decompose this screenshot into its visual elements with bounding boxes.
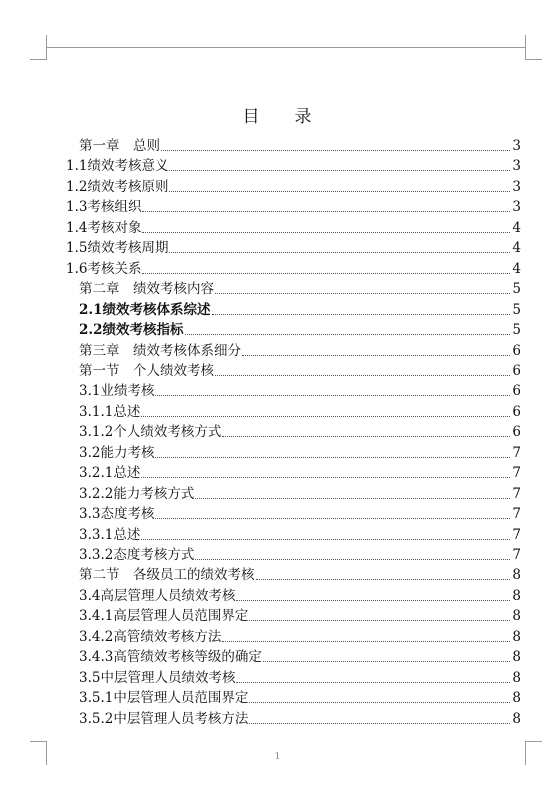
toc-entry-page-number: 3: [512, 178, 521, 195]
toc-entry[interactable]: [79, 402, 521, 422]
toc-entry-label: 3.5中层管理人员绩效考核: [79, 669, 236, 686]
toc-entry[interactable]: [79, 422, 521, 442]
toc-entry-page-number: 7: [512, 547, 521, 563]
toc-entry-page-number: 8: [512, 669, 521, 686]
toc-entry-label: 1.2绩效考核原则: [66, 178, 169, 195]
toc-entry-leader-dots: [155, 395, 510, 396]
toc-entry[interactable]: [79, 361, 521, 381]
toc-entry-leader-dots: [256, 579, 511, 580]
toc-entry[interactable]: [79, 709, 521, 729]
toc-entry-leader-dots: [169, 170, 510, 171]
toc-entry-page-number: 7: [512, 444, 521, 461]
toc-entry-label: 第二节 各级员工的绩效考核: [79, 567, 255, 584]
toc-entry[interactable]: [79, 300, 521, 320]
toc-entry-page-number: 4: [512, 260, 521, 277]
toc-entry-leader-dots: [236, 682, 510, 683]
toc-entry[interactable]: [79, 647, 521, 667]
toc-entry-label: 3.3.2态度考核方式: [79, 547, 195, 563]
toc-title-part1: 目: [242, 107, 261, 127]
crop-mark-top-left-h: [46, 47, 526, 48]
toc-entry-page-number: 8: [512, 628, 521, 645]
toc-entry-leader-dots: [142, 273, 510, 274]
toc-entry[interactable]: [79, 668, 521, 688]
toc-entry-label: 3.4高层管理人员绩效考核: [79, 587, 236, 604]
toc-entry-page-number: 7: [512, 526, 521, 543]
toc-entry[interactable]: [79, 484, 521, 504]
toc-entry[interactable]: [79, 586, 521, 606]
toc-entry-leader-dots: [141, 416, 510, 417]
toc-entry-label: 3.5.1中层管理人员范围界定: [79, 690, 249, 707]
toc-entry-page-number: 8: [512, 649, 521, 666]
toc-entry-page-number: 5: [512, 322, 521, 339]
toc-entry-page-number: 5: [512, 281, 521, 298]
toc-entry-page-number: 8: [512, 690, 521, 707]
toc-entry-label: 3.3.1总述: [79, 526, 141, 543]
toc-entry-label: 3.3态度考核: [79, 506, 155, 523]
toc-entry-label: 3.1.1总述: [79, 403, 141, 420]
crop-mark-top-right-v: [525, 35, 526, 59]
toc-entry-leader-dots: [249, 702, 510, 703]
toc-entry-label: 3.4.2高管绩效考核方法: [79, 628, 222, 645]
toc-title-part2: 录: [294, 107, 313, 127]
toc-entry-label: 3.5.2中层管理人员考核方法: [79, 710, 249, 727]
toc-entry-label: 第二章 绩效考核内容: [79, 281, 214, 298]
toc-entry-leader-dots: [212, 314, 511, 315]
toc-entry-leader-dots: [161, 150, 510, 151]
toc-entry[interactable]: [66, 156, 521, 176]
toc-entry[interactable]: [79, 463, 521, 483]
toc-entry-page-number: 7: [512, 506, 521, 523]
toc-entry-leader-dots: [185, 334, 511, 335]
toc-entry[interactable]: [79, 381, 521, 401]
toc-entry-page-number: 4: [512, 240, 521, 257]
crop-mark-top-right-stub: [525, 59, 542, 60]
toc-entry-page-number: 7: [512, 465, 521, 482]
toc-entry[interactable]: [79, 443, 521, 463]
toc-entry-label: 3.2.1总述: [79, 465, 141, 482]
toc-entry-leader-dots: [169, 191, 510, 192]
toc-entry-leader-dots: [169, 252, 510, 253]
toc-entry-page-number: 6: [512, 403, 521, 420]
toc-title: [0, 102, 555, 127]
toc-entry-page-number: 6: [512, 383, 521, 400]
toc-entry-leader-dots: [263, 661, 511, 662]
toc-entry-label: 3.1.2个人绩效考核方式: [79, 424, 222, 441]
toc-entry-leader-dots: [155, 518, 510, 519]
toc-entry-page-number: 7: [512, 485, 521, 502]
toc-entry[interactable]: [79, 688, 521, 708]
toc-entry-leader-dots: [155, 457, 510, 458]
crop-mark-top-left-v: [46, 35, 47, 59]
toc-entry-leader-dots: [195, 559, 510, 560]
toc-entry-leader-dots: [249, 723, 510, 724]
toc-entry-page-number: 6: [512, 342, 521, 359]
toc-entry-label: 3.1业绩考核: [79, 383, 155, 400]
crop-mark-top-left-stub: [30, 59, 47, 60]
toc-entry-label: 1.1绩效考核意义: [66, 158, 169, 175]
toc-entry-page-number: 6: [512, 362, 521, 379]
toc-entry[interactable]: [79, 136, 521, 156]
toc-entry[interactable]: [79, 606, 521, 626]
toc-entry[interactable]: [79, 279, 521, 299]
toc-entry-leader-dots: [222, 641, 510, 642]
toc-entry[interactable]: [79, 320, 521, 340]
toc-entry[interactable]: [66, 177, 521, 197]
toc-entry-leader-dots: [236, 600, 510, 601]
toc-entry-label: 3.4.3高管绩效考核等级的确定: [79, 649, 262, 666]
toc-entry-label: 2.1绩效考核体系综述: [79, 301, 211, 318]
toc-entry[interactable]: [66, 218, 521, 238]
toc-entry[interactable]: [79, 341, 521, 361]
page-number: 1: [274, 752, 281, 762]
toc-entry[interactable]: [66, 238, 521, 258]
toc-entry-label: 1.5绩效考核周期: [66, 240, 169, 257]
toc-entry-label: 1.3考核组织: [66, 199, 142, 216]
toc-entry-label: 第一节 个人绩效考核: [79, 362, 214, 379]
toc-entry-leader-dots: [195, 498, 510, 499]
toc-entry-page-number: 3: [512, 158, 521, 175]
toc-entry-page-number: 8: [512, 710, 521, 727]
toc-entry-leader-dots: [142, 232, 510, 233]
toc-entry-label: 第一章 总则: [79, 138, 160, 154]
toc-entry-label: 1.4考核对象: [66, 219, 142, 236]
toc-entry-leader-dots: [142, 211, 510, 212]
toc-entry-label: 3.2能力考核: [79, 444, 155, 461]
crop-mark-bottom-right-h: [525, 741, 542, 742]
toc-entry-label: 2.2绩效考核指标: [79, 322, 184, 339]
toc-entry-leader-dots: [141, 477, 510, 478]
toc-entry[interactable]: [79, 525, 521, 545]
toc-entry-leader-dots: [242, 355, 510, 356]
toc-entry-page-number: 5: [512, 301, 521, 318]
toc-entry[interactable]: [79, 545, 521, 565]
toc-entry-leader-dots: [249, 620, 510, 621]
toc-entry-label: 第三章 绩效考核体系细分: [79, 342, 241, 359]
toc-entry-leader-dots: [141, 539, 510, 540]
toc-entry-leader-dots: [215, 375, 510, 376]
toc-entry-label: 3.2.2能力考核方式: [79, 485, 195, 502]
toc-entry[interactable]: [79, 565, 521, 585]
toc-entry-leader-dots: [222, 436, 510, 437]
toc-entry[interactable]: [66, 259, 521, 279]
toc-entry-page-number: 6: [512, 424, 521, 441]
toc-entry-page-number: 3: [512, 138, 521, 154]
toc-entry-leader-dots: [215, 293, 510, 294]
toc-entry-page-number: 3: [512, 199, 521, 216]
toc-entry[interactable]: [79, 627, 521, 647]
toc-entry-label: 3.4.1高层管理人员范围界定: [79, 608, 249, 625]
crop-mark-bottom-left-h: [30, 741, 47, 742]
toc-entry-label: 1.6考核关系: [66, 260, 142, 277]
toc-entry-page-number: 8: [512, 587, 521, 604]
toc-entry-page-number: 8: [512, 567, 521, 584]
toc-entry-page-number: 4: [512, 219, 521, 236]
toc-entry[interactable]: [66, 197, 521, 217]
toc-entry-page-number: 8: [512, 608, 521, 625]
toc-entry[interactable]: [79, 504, 521, 524]
